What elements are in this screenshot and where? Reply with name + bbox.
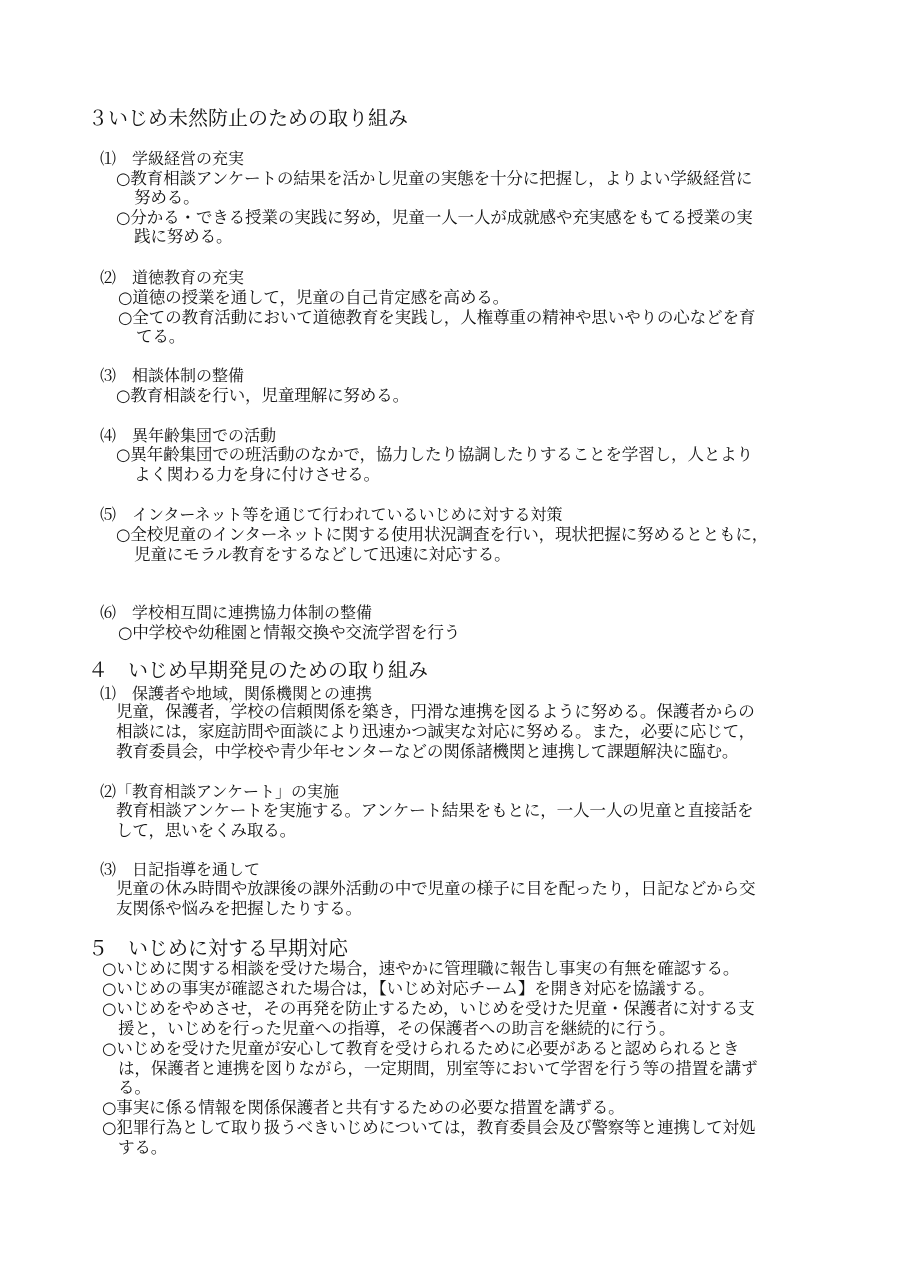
section-3-1-bullet-1-cont: 努める。 [134, 188, 200, 207]
section-5-title: ５ いじめに対する早期対応 [88, 936, 348, 960]
section-3-1-bullet-1: ○教育相談アンケートの結果を活かし児童の実態を十分に把握し，よりよい学級経営に [116, 169, 753, 188]
section-5-bullet-6-cont: する。 [118, 1138, 168, 1157]
section-5-bullet-3-cont: 援と，いじめを行った児童への指導，その保護者への助言を継続的に行う。 [118, 1019, 676, 1038]
section-4-2-line-1: 教育相談アンケートを実施する。アンケート結果をもとに，一人一人の児童と直接話を [116, 801, 754, 820]
section-3-3-heading: ⑶ 相談体制の整備 [100, 366, 245, 385]
section-3-5-heading: ⑸ インターネット等を通じて行われているいじめに対する対策 [100, 505, 563, 524]
section-3-title: ３いじめ未然防止のための取り組み [88, 106, 408, 130]
section-4-3-line-2: 友関係や悩みを把握したりする。 [116, 899, 362, 918]
section-3-2-bullet-2-cont: てる。 [136, 327, 186, 346]
section-3-5-bullet-1: ○全校児童のインターネットに関する使用状況調査を行い，現状把握に努めるとともに， [116, 525, 769, 544]
section-4-title: ４ いじめ早期発見のための取り組み [88, 658, 428, 682]
section-5-bullet-2: ○いじめの事実が確認された場合は，【いじめ対応チーム】を開き対応を協議する。 [102, 979, 715, 998]
section-3-4-bullet-1: ○異年齢集団での班活動のなかで，協力したり協調したりすることを学習し，人とより [116, 445, 753, 464]
section-3-1-bullet-2-cont: 践に努める。 [134, 227, 233, 246]
section-4-2-heading: ⑵「教育相談アンケート」の実施 [100, 782, 340, 801]
section-3-6-heading: ⑹ 学校相互間に連携協力体制の整備 [100, 603, 373, 622]
section-3-1-bullet-2: ○分かる・できる授業の実践に努め，児童一人一人が成就感や充実感をもてる授業の実 [116, 208, 753, 227]
section-5-bullet-1: ○いじめに関する相談を受けた場合，速やかに管理職に報告し事実の有無を確認する。 [102, 959, 740, 978]
section-3-5-bullet-1-cont: 児童にモラル教育をするなどして迅速に対応する。 [134, 545, 511, 564]
section-3-1-heading: ⑴ 学級経営の充実 [100, 149, 245, 168]
section-3-2-bullet-2: ○全ての教育活動において道徳教育を実践し，人権尊重の精神や思いやりの心などを育 [118, 308, 756, 327]
section-4-1-line-1: 児童，保護者，学校の信頼関係を築き，円滑な連携を図るように努める。保護者からの [116, 702, 755, 721]
section-4-3-heading: ⑶ 日記指導を通して [100, 860, 261, 879]
section-3-2-heading: ⑵ 道徳教育の充実 [100, 268, 245, 287]
section-5-bullet-4-cont-1: は，保護者と連携を図りながら，一定期間，別室等において学習を行う等の措置を講ず [118, 1059, 758, 1078]
section-5-bullet-4: ○いじめを受けた児童が安心して教育を受けられるために必要があると認められるとき [102, 1039, 740, 1058]
section-3-2-bullet-1: ○道徳の授業を通して，児童の自己肯定感を高める。 [118, 288, 510, 307]
section-4-1-heading: ⑴ 保護者や地域，関係機関との連携 [100, 684, 373, 703]
section-3-4-bullet-1-cont: よく関わる力を身に付けさせる。 [134, 465, 380, 484]
section-4-2-line-2: して，思いをくみ取る。 [116, 821, 296, 840]
section-4-3-line-1: 児童の休み時間や放課後の課外活動の中で児童の様子に目を配ったり，日記などから交 [116, 879, 756, 898]
section-5-bullet-3: ○いじめをやめさせ，その再発を防止するため，いじめを受けた児童・保護者に対する支 [102, 999, 755, 1018]
section-5-bullet-5: ○事実に係る情報を関係保護者と共有するための必要な措置を講ずる。 [102, 1098, 625, 1117]
section-3-4-heading: ⑷ 異年齢集団での活動 [100, 426, 277, 445]
section-5-bullet-6: ○犯罪行為として取り扱うべきいじめについては，教育委員会及び警察等と連携して対処 [102, 1118, 756, 1137]
section-4-1-line-3: 教育委員会，中学校や青少年センターなどの関係諸機関と連携して課題解決に臨む。 [116, 742, 739, 761]
section-3-3-bullet-1: ○教育相談を行い，児童理解に努める。 [116, 386, 409, 405]
section-4-1-line-2: 相談には，家庭訪問や面談により迅速かつ誠実な対応に努める。また，必要に応じて， [116, 722, 756, 741]
section-3-6-bullet-1: ○中学校や幼稚園と情報交換や交流学習を行う [118, 623, 461, 642]
section-5-bullet-4-cont-2: る。 [118, 1078, 151, 1097]
